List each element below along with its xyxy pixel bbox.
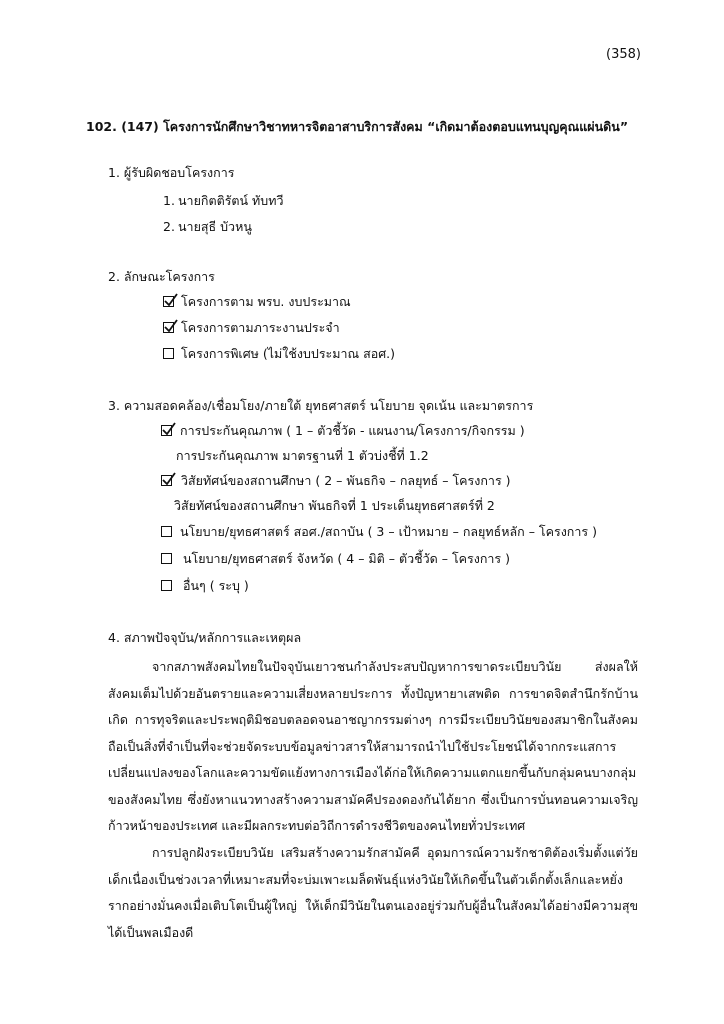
section-heading-rationale: 4. สภาพปัจจุบัน/หลักการและเหตุผล — [108, 630, 302, 645]
checkbox-policy-province[interactable] — [161, 553, 172, 564]
item-vision-detail: วิสัยทัศน์ของสถานศึกษา พันธกิจที่ 1 ประเด็นยุทธศาสตร์ที่ 2 — [174, 498, 495, 513]
rationale-paragraph-1 — [108, 654, 638, 840]
item-policy-province-label: นโยบาย/ยุทธศาสตร์ จังหวัด ( 4 – มิติ – ตัวชี้วัด – โครงการ ) — [183, 551, 510, 566]
document-title: 102. (147) โครงการนักศึกษาวิชาทหารจิตอาสาบริการสังคม “เกิดมาต้องตอบแทนบุญคุณแผ่นดิน” — [86, 119, 629, 134]
checkbox-policy-institute[interactable] — [161, 526, 172, 537]
checkbox-other[interactable] — [161, 580, 172, 591]
check-mark-icon — [161, 422, 176, 437]
page-number: (358) — [606, 47, 641, 62]
item-quality-assurance-label: การประกันคุณภาพ ( 1 – ตัวชี้วัด - แผนงาน/โครงการ/กิจกรรม ) — [180, 423, 525, 438]
section-heading-project-type: 2. ลักษณะโครงการ — [108, 269, 215, 284]
person-1-number: 1. — [163, 193, 175, 208]
option-budget-act-label: โครงการตาม พรบ. งบประมาณ — [181, 294, 351, 309]
option-special-project-label: โครงการพิเศษ (ไม่ใช้งบประมาณ สอศ.) — [181, 346, 395, 361]
checkbox-vision[interactable] — [161, 475, 172, 486]
item-policy-institute-label: นโยบาย/ยุทธศาสตร์ สอศ./สถาบัน ( 3 – เป้าหมาย – กลยุทธ์หลัก – โครงการ ) — [180, 524, 597, 539]
item-quality-assurance-detail: การประกันคุณภาพ มาตรฐานที่ 1 ตัวบ่งชี้ที่ 1.2 — [176, 448, 429, 463]
option-routine-work-label: โครงการตามภาระงานประจำ — [181, 320, 340, 335]
person-2-number: 2. — [163, 219, 175, 234]
check-mark-icon — [163, 293, 178, 308]
rationale-paragraph-1-text: จากสภาพสังคมไทยในปัจจุบันเยาวชนกำลังประสบปัญหาการขาดระเบียบวินัย ส่งผลให้สังคมเต็มไปด้วยอันตรายและความเสี่ยงหลายประการ ทั้งปัญหายาเสพติด การขาดจิตสำนึกรักบ้านเกิด การทุจริตและประพฤติมิชอบตลอดจนอาชญากรรมต่างๆ การมีระเบียบวินัยของสมาชิกในสังคม ถือเป็นสิ่งที่จำเป็นที่จะช่วยจัดระบบข้อมูลข่าวสารให้สามารถนำไปใช้ประโยชน์ได้จากกระแสการเปลี่ยนแปลงของโลกและความขัดแย้งทางการเมืองได้ก่อให้เกิดความแตกแยกขึ้นกับกลุ่มคนบางกลุ่มของสังคมไทย ซึ่งยังหาแนวทางสร้างความสามัคคีปรองดองกันได้ยาก ซึ่งเป็นการบั่นทอนความเจริญก้าวหน้าของประเทศ และมีผลกระทบต่อวิถีการดำรงชีวิตของคนไทยทั่วประเทศ — [108, 659, 638, 833]
checkbox-budget-act[interactable] — [163, 296, 174, 307]
section-heading-responsible: 1. ผู้รับผิดชอบโครงการ — [108, 165, 235, 180]
checkbox-routine-work[interactable] — [163, 322, 174, 333]
person-2-name: นายสุธี บัวหนู — [178, 219, 252, 234]
check-mark-icon — [161, 472, 176, 487]
checkbox-special-project[interactable] — [163, 348, 174, 359]
section-heading-alignment: 3. ความสอดคล้อง/เชื่อมโยง/ภายใต้ ยุทธศาสตร์ นโยบาย จุดเน้น และมาตรการ — [108, 398, 534, 413]
check-mark-icon — [163, 319, 178, 334]
rationale-paragraph-2 — [108, 840, 638, 946]
rationale-paragraph-2-text: การปลูกฝังระเบียบวินัย เสริมสร้างความรักสามัคคี อุดมการณ์ความรักชาติต้องเริ่มตั้งแต่วัยเด็กเนื่องเป็นช่วงเวลาที่เหมาะสมที่จะบ่มเพาะเมล็ดพันธุ์แห่งวินัยให้เกิดขึ้นในตัวเด็กตั้งเล็กและหยั่งรากอย่างมั่นคงเมื่อเติบโตเป็นผู้ใหญ่ ให้เด็กมีวินัยในตนเองอยู่ร่วมกับผู้อื่นในสังคมได้อย่างมีความสุข ได้เป็นพลเมืองดี — [108, 845, 638, 940]
item-vision-label: วิสัยทัศน์ของสถานศึกษา ( 2 – พันธกิจ – กลยุทธ์ – โครงการ ) — [181, 473, 511, 488]
person-1-name: นายกิตติรัตน์ ทับทวี — [178, 193, 284, 208]
checkbox-quality-assurance[interactable] — [161, 425, 172, 436]
item-other-label: อื่นๆ ( ระบุ ) — [183, 578, 249, 593]
